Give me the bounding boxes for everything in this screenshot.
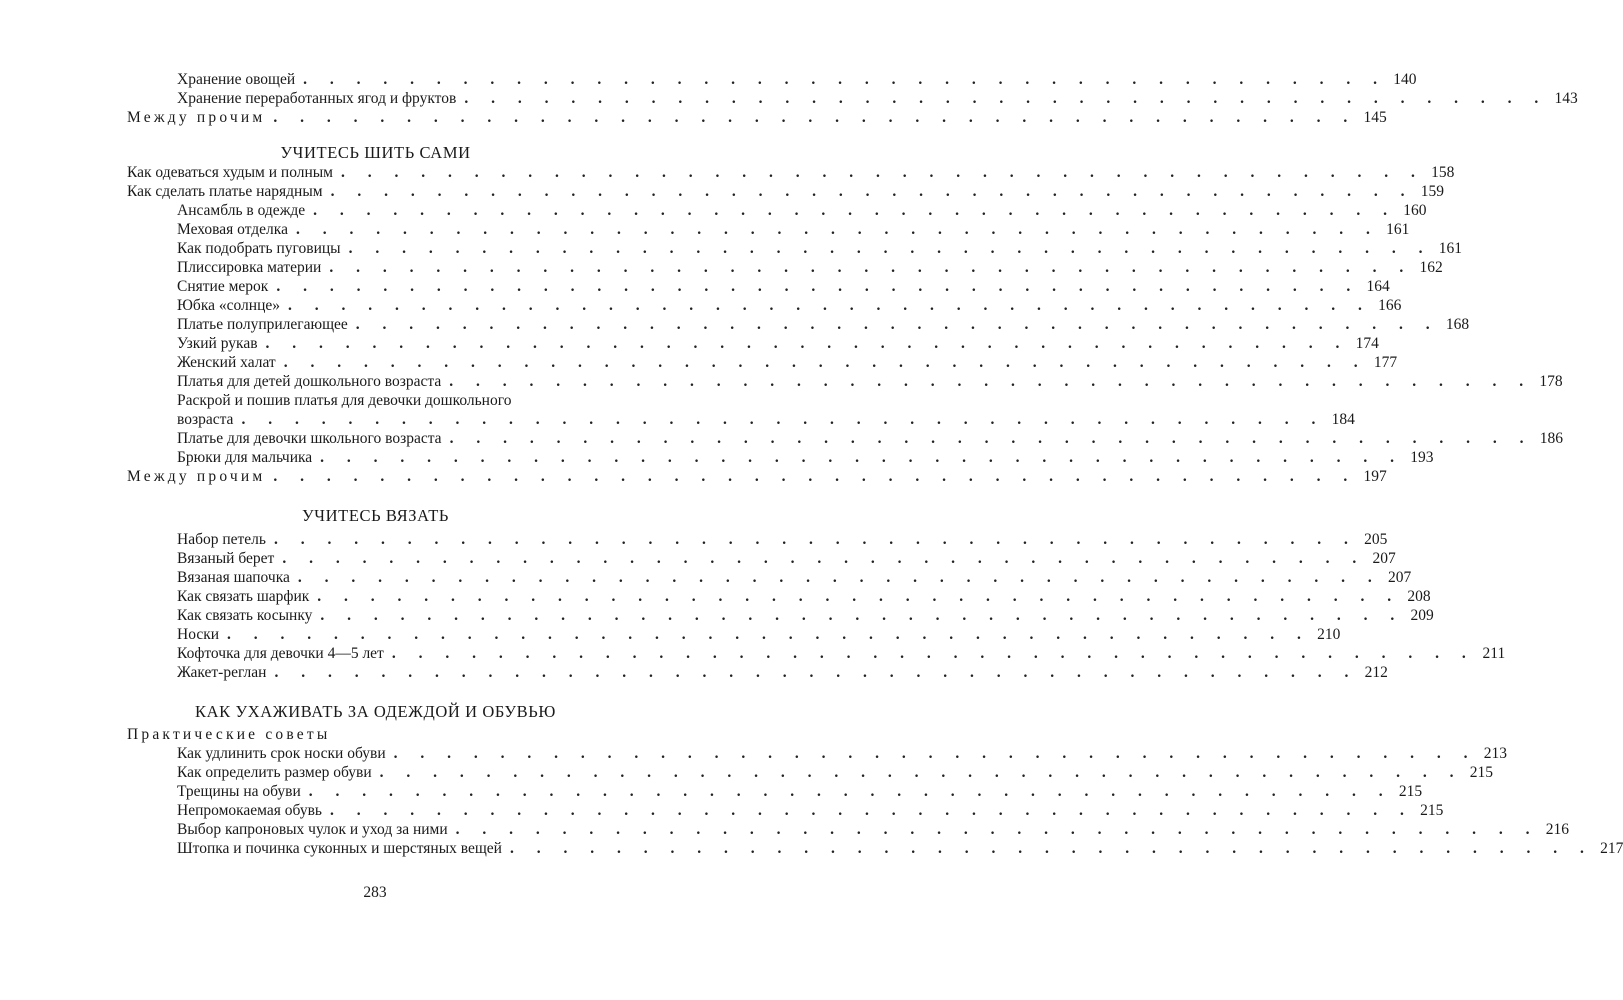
toc-entry <box>127 353 1398 372</box>
toc-entry <box>127 839 1623 858</box>
toc-entry-page: 145 <box>1363 109 1387 126</box>
toc-entry-title: Как связать косынку <box>177 607 313 624</box>
toc-entry-page: 166 <box>1378 297 1402 314</box>
toc-entry-title: Ансамбль в одежде <box>177 202 306 219</box>
toc-entry-title: Как удлинить срок носки обуви <box>177 745 386 762</box>
toc-entry-title: Узкий рукав <box>177 335 258 352</box>
toc-entry-title-line1: Раскрой и пошив платья для девочки дошкольного <box>177 392 512 409</box>
toc-entry-page: 164 <box>1366 278 1390 295</box>
toc-entry <box>127 258 1443 277</box>
toc-entry-page: 178 <box>1539 373 1563 390</box>
page-number: 283 <box>363 884 387 901</box>
toc-entry <box>127 587 1431 606</box>
toc-entry <box>127 410 1355 429</box>
toc-entry-page: 212 <box>1364 664 1388 681</box>
toc-entry-page: 174 <box>1355 335 1379 352</box>
subsection-heading: Практические советы <box>127 726 331 743</box>
toc-entry <box>127 625 1341 644</box>
toc-entry-page: 160 <box>1403 202 1427 219</box>
toc-entry <box>127 820 1570 839</box>
toc-entry-page: 210 <box>1317 626 1341 643</box>
toc-entry-page: 216 <box>1545 821 1570 838</box>
dot-leader: . . . . . . . . . . . . . . . . . . . . . . . . . . . . . . . . . . . . . . . . . <box>227 626 1311 643</box>
toc-entry-title: Жакет-реглан <box>177 664 267 681</box>
dot-leader: . . . . . . . . . . . . . . . . . . . . . . . . . . . . . . . . . . . . . . . . . <box>308 783 1393 800</box>
toc-entry <box>127 663 1388 682</box>
toc-entry-title: Плиссировка материи <box>177 259 322 276</box>
toc-entry-page: 213 <box>1483 745 1507 762</box>
toc-entry <box>127 467 1387 486</box>
toc-entry <box>127 201 1427 220</box>
dot-leader: . . . . . . . . . . . . . . . . . . . . . . . . . . . . . . . . . . . . . . . . . <box>273 109 1357 126</box>
toc-entry <box>127 372 1563 391</box>
toc-entry-page: 207 <box>1372 550 1396 567</box>
toc-entry-title: Как одеваться худым и полным <box>127 164 333 181</box>
toc-entry <box>127 277 1390 296</box>
section-heading: УЧИТЕСЬ ВЯЗАТЬ <box>302 506 449 525</box>
toc-entry-page: 207 <box>1388 569 1412 586</box>
toc-entry-page: 161 <box>1438 240 1462 257</box>
toc-entry-page: 197 <box>1363 468 1387 485</box>
dot-leader: . . . . . . . . . . . . . . . . . . . . . . . . . . . . . . . . . . . . . . . . . <box>276 278 1360 295</box>
toc-entry-page: 193 <box>1410 449 1434 466</box>
dot-leader: . . . . . . . . . . . . . . . . . . . . . . . . . . . . . . . . . . . . . . . . . <box>317 588 1401 605</box>
toc-entry-title: Женский халат <box>177 354 276 371</box>
dot-leader: . . . . . . . . . . . . . . . . . . . . . . . . . . . . . . . . . . . . . . . . . <box>330 183 1414 200</box>
dot-leader: . . . . . . . . . . . . . . . . . . . . . . . . . . . . . . . . . . . . . . . . . <box>320 607 1404 624</box>
toc-entry <box>127 296 1402 315</box>
dot-leader: . . . . . . . . . . . . . . . . . . . . . . . . . . . . . . . . . . . . . . . . . <box>348 240 1432 257</box>
toc-entry-page: 205 <box>1364 531 1388 548</box>
toc-entry-page: 211 <box>1482 645 1506 662</box>
dot-leader: . . . . . . . . . . . . . . . . . . . . . . . . . . . . . . . . . . . . . . . . . <box>313 202 1397 219</box>
dot-leader: . . . . . . . . . . . . . . . . . . . . . . . . . . . . . . . . . . . . . . . . . <box>329 259 1413 276</box>
toc-entry-title: Хранение овощей <box>177 71 296 88</box>
dot-leader: . . . . . . . . . . . . . . . . . . . . . . . . . . . . . . . . . . . . . . . . . <box>297 569 1382 586</box>
dot-leader: . . . . . . . . . . . . . . . . . . . . . . . . . . . . . . . . . . . . . . . . . <box>303 71 1387 88</box>
toc-entry <box>127 568 1412 587</box>
toc-entry-title: Между прочим <box>127 109 266 126</box>
toc-entry <box>127 220 1410 239</box>
toc-entry-page: 215 <box>1398 783 1423 800</box>
dot-leader: . . . . . . . . . . . . . . . . . . . . . . . . . . . . . . . . . . . . . . . . . <box>282 550 1366 567</box>
toc-entry-title: Выбор капроновых чулок и уход за ними <box>177 821 448 838</box>
toc-entry-title: Платье полуприлегающее <box>177 316 348 333</box>
toc-entry-title: Как подобрать пуговицы <box>177 240 341 257</box>
toc-entry-title: Меховая отделка <box>177 221 288 238</box>
toc-entry <box>127 782 1423 801</box>
toc-entry-title: Между прочим <box>127 468 266 485</box>
dot-leader: . . . . . . . . . . . . . . . . . . . . . . . . . . . . . . . . . . . . . . . . . <box>283 354 1368 371</box>
toc-entry <box>127 108 1387 127</box>
toc-entry-page: 162 <box>1419 259 1443 276</box>
dot-leader: . . . . . . . . . . . . . . . . . . . . . . . . . . . . . . . . . . . . . . . . . <box>273 468 1357 485</box>
dot-leader: . . . . . . . . . . . . . . . . . . . . . . . . . . . . . . . . . . . . . . . . . <box>355 316 1440 333</box>
toc-entry-title: Как связать шарфик <box>177 588 310 605</box>
toc-entry-page: 159 <box>1420 183 1444 200</box>
dot-leader: . . . . . . . . . . . . . . . . . . . . . . . . . . . . . . . . . . . . . . . . . <box>273 531 1358 548</box>
toc-entry-title: Штопка и починка суконных и шерстяных вещей <box>177 840 502 857</box>
toc-entry <box>127 763 1494 782</box>
toc-entry <box>127 644 1506 663</box>
toc-entry-title: Брюки для мальчика <box>177 449 313 466</box>
toc-entry <box>127 182 1444 201</box>
dot-leader: . . . . . . . . . . . . . . . . . . . . . . . . . . . . . . . . . . . . . . . . . <box>509 840 1594 857</box>
toc-entry-title: Набор петель <box>177 531 266 548</box>
table-of-contents <box>127 70 1623 858</box>
toc-entry <box>127 606 1434 625</box>
toc-entry-title: Трещины на обуви <box>177 783 301 800</box>
dot-leader: . . . . . . . . . . . . . . . . . . . . . . . . . . . . . . . . . . . . . . . . . <box>464 90 1548 107</box>
toc-entry <box>127 239 1462 258</box>
toc-entry-title: Кофточка для девочки 4—5 лет <box>177 645 384 662</box>
toc-entry <box>127 163 1455 182</box>
toc-entry <box>127 744 1507 763</box>
toc-entry-page: 217 <box>1600 840 1623 857</box>
dot-leader: . . . . . . . . . . . . . . . . . . . . . . . . . . . . . . . . . . . . . . . . . <box>274 664 1358 681</box>
toc-entry <box>127 70 1417 89</box>
toc-entry-page: 158 <box>1431 164 1455 181</box>
dot-leader: . . . . . . . . . . . . . . . . . . . . . . . . . . . . . . . . . . . . . . . . . <box>455 821 1540 838</box>
dot-leader: . . . . . . . . . . . . . . . . . . . . . . . . . . . . . . . . . . . . . . . . . <box>320 449 1404 466</box>
toc-entry <box>127 448 1434 467</box>
toc-entry-page: 143 <box>1554 90 1578 107</box>
toc-entry-title: Вязаная шапочка <box>177 569 290 586</box>
toc-entry-page: 215 <box>1420 802 1444 819</box>
toc-entry <box>127 429 1563 448</box>
dot-leader: . . . . . . . . . . . . . . . . . . . . . . . . . . . . . . . . . . . . . . . . . <box>449 430 1533 447</box>
toc-entry-page: 184 <box>1331 411 1355 428</box>
toc-entry-page: 208 <box>1407 588 1431 605</box>
toc-entry-title: возраста <box>177 411 234 428</box>
toc-entry-title: Юбка «солнце» <box>177 297 280 314</box>
toc-entry-wrapped-line <box>127 391 624 410</box>
toc-entry <box>127 549 1396 568</box>
dot-leader: . . . . . . . . . . . . . . . . . . . . . . . . . . . . . . . . . . . . . . . . . <box>393 745 1477 762</box>
section-heading: УЧИТЕСЬ ШИТЬ САМИ <box>280 143 471 162</box>
toc-entry-title: Непромокаемая обувь <box>177 802 322 819</box>
toc-entry-title: Вязаный берет <box>177 550 275 567</box>
dot-leader: . . . . . . . . . . . . . . . . . . . . . . . . . . . . . . . . . . . . . . . . . <box>329 802 1414 819</box>
toc-entry-title: Как определить размер обуви <box>177 764 372 781</box>
toc-entry-page: 186 <box>1539 430 1563 447</box>
toc-entry <box>127 530 1388 549</box>
toc-entry-title: Снятие мерок <box>177 278 269 295</box>
toc-entry <box>127 315 1470 334</box>
toc-entry-page: 168 <box>1445 316 1470 333</box>
toc-entry <box>127 334 1379 353</box>
dot-leader: . . . . . . . . . . . . . . . . . . . . . . . . . . . . . . . . . . . . . . . . . <box>241 411 1325 428</box>
dot-leader: . . . . . . . . . . . . . . . . . . . . . . . . . . . . . . . . . . . . . . . . . <box>295 221 1380 238</box>
dot-leader: . . . . . . . . . . . . . . . . . . . . . . . . . . . . . . . . . . . . . . . . . <box>391 645 1476 662</box>
dot-leader: . . . . . . . . . . . . . . . . . . . . . . . . . . . . . . . . . . . . . . . . . <box>379 764 1464 781</box>
toc-entry-page: 209 <box>1410 607 1434 624</box>
toc-entry-title: Носки <box>177 626 220 643</box>
dot-leader: . . . . . . . . . . . . . . . . . . . . . . . . . . . . . . . . . . . . . . . . . <box>341 164 1425 181</box>
dot-leader: . . . . . . . . . . . . . . . . . . . . . . . . . . . . . . . . . . . . . . . . . <box>288 297 1372 314</box>
toc-entry-title: Платья для детей дошкольного возраста <box>177 373 442 390</box>
dot-leader: . . . . . . . . . . . . . . . . . . . . . . . . . . . . . . . . . . . . . . . . . <box>265 335 1349 352</box>
toc-entry-title: Как сделать платье нарядным <box>127 183 323 200</box>
toc-entry <box>127 89 1578 108</box>
toc-entry <box>127 801 1444 820</box>
section-heading: КАК УХАЖИВАТЬ ЗА ОДЕЖДОЙ И ОБУВЬЮ <box>195 702 556 721</box>
toc-entry-page: 215 <box>1469 764 1494 781</box>
toc-entry-title: Платье для девочки школьного возраста <box>177 430 442 447</box>
toc-entry-title: Хранение переработанных ягод и фруктов <box>177 90 457 107</box>
toc-entry-page: 161 <box>1386 221 1410 238</box>
toc-entry-page: 177 <box>1373 354 1398 371</box>
toc-entry-page: 140 <box>1393 71 1417 88</box>
dot-leader: . . . . . . . . . . . . . . . . . . . . . . . . . . . . . . . . . . . . . . . . . <box>449 373 1533 390</box>
